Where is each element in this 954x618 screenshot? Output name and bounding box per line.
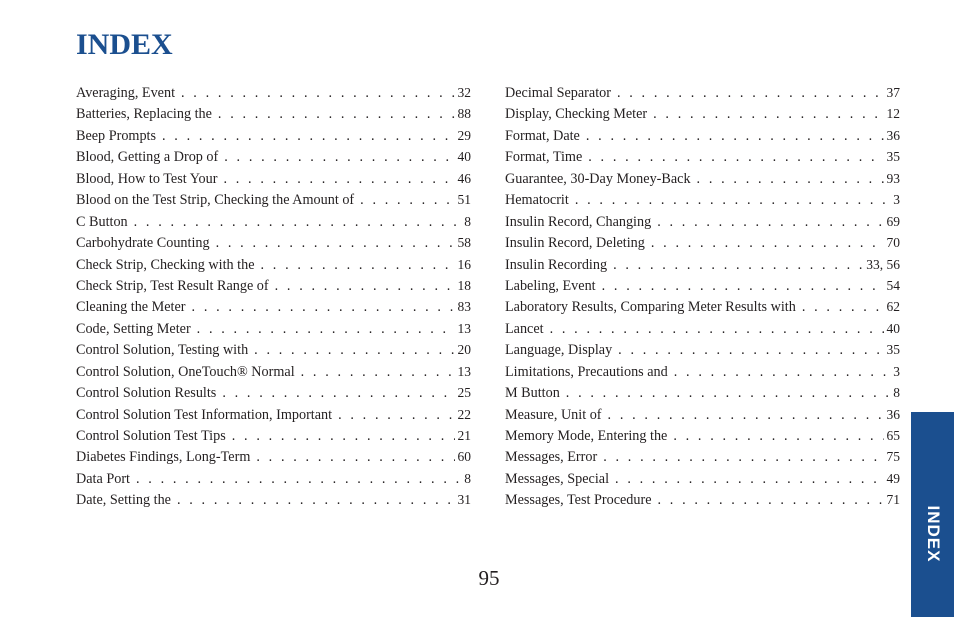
index-entry-term: Date, Setting the bbox=[76, 492, 171, 509]
index-entry-page: 20 bbox=[457, 342, 471, 358]
index-entry-term: Format, Time bbox=[505, 149, 583, 166]
index-entry-page: 70 bbox=[886, 235, 900, 251]
index-entry-term: Check Strip, Test Result Range of bbox=[76, 277, 269, 294]
index-entry-term: Check Strip, Checking with the bbox=[76, 256, 255, 273]
index-entry bbox=[76, 382, 471, 403]
index-entry-page: 32 bbox=[457, 85, 471, 100]
dot-leader bbox=[338, 405, 454, 425]
index-entry-page: 36 bbox=[886, 127, 900, 143]
index-entry-term: Messages, Special bbox=[505, 470, 610, 487]
index-entry bbox=[505, 468, 900, 489]
dot-leader bbox=[653, 104, 883, 124]
index-entry-page: 54 bbox=[886, 277, 900, 293]
index-entry-page: 46 bbox=[457, 170, 471, 186]
index-entry-term: Format, Date bbox=[505, 127, 580, 144]
index-entry-term: Messages, Error bbox=[505, 449, 598, 466]
dot-leader bbox=[697, 169, 884, 189]
section-side-tab[interactable] bbox=[911, 412, 954, 617]
index-entry bbox=[505, 296, 900, 317]
index-entry bbox=[505, 82, 900, 103]
dot-leader bbox=[674, 362, 891, 382]
index-entry-page: 75 bbox=[886, 449, 900, 465]
dot-leader bbox=[223, 169, 454, 189]
index-entry-term: Memory Mode, Entering the bbox=[505, 428, 668, 444]
index-entry bbox=[76, 125, 471, 146]
index-entry bbox=[76, 211, 471, 232]
index-entry-term: Code, Setting Meter bbox=[76, 320, 191, 337]
index-entry-term: Decimal Separator bbox=[505, 85, 611, 101]
index-entry-page: 21 bbox=[457, 428, 471, 443]
index-entry-page: 60 bbox=[457, 449, 471, 465]
dot-leader bbox=[218, 104, 455, 124]
dot-leader bbox=[802, 297, 884, 317]
index-entry-page: 16 bbox=[457, 256, 471, 272]
dot-leader bbox=[603, 447, 883, 467]
index-entry bbox=[505, 211, 900, 232]
index-entry-term: Messages, Test Procedure bbox=[505, 492, 652, 509]
index-entry-page: 36 bbox=[886, 406, 900, 422]
index-entry bbox=[505, 404, 900, 425]
index-entry-term: M Button bbox=[505, 385, 560, 402]
index-entry-term: Carbohydrate Counting bbox=[76, 235, 210, 252]
index-entry-term: Diabetes Findings, Long-Term bbox=[76, 449, 251, 466]
dot-leader bbox=[613, 255, 863, 275]
dot-leader bbox=[615, 469, 883, 489]
index-entry-term: Insulin Record, Deleting bbox=[505, 235, 645, 252]
index-entry-term: Guarantee, 30-Day Money-Back bbox=[505, 170, 691, 187]
index-entry bbox=[505, 489, 900, 510]
dot-leader bbox=[658, 490, 884, 510]
dot-leader bbox=[254, 340, 454, 360]
index-entry-page: 13 bbox=[457, 363, 471, 379]
dot-leader bbox=[275, 276, 455, 296]
dot-leader bbox=[588, 147, 883, 167]
index-entry-page: 51 bbox=[457, 192, 471, 208]
index-entry-page: 33, 56 bbox=[866, 256, 900, 272]
index-entry-page: 3 bbox=[893, 363, 900, 379]
dot-leader bbox=[222, 383, 454, 403]
index-entry-page: 31 bbox=[457, 492, 471, 508]
dot-leader bbox=[177, 490, 455, 510]
dot-leader bbox=[651, 233, 884, 253]
index-entry-page: 18 bbox=[457, 277, 471, 293]
index-entry-page: 25 bbox=[457, 385, 471, 401]
index-entry-term: Cleaning the Meter bbox=[76, 299, 186, 316]
index-entry-page: 35 bbox=[886, 149, 900, 165]
index-entry bbox=[76, 468, 471, 489]
index-entry-term: Insulin Record, Changing bbox=[505, 213, 652, 230]
dot-leader bbox=[657, 212, 883, 232]
index-entry-term: Language, Display bbox=[505, 342, 613, 359]
index-entry bbox=[505, 103, 900, 124]
dot-leader bbox=[617, 83, 884, 103]
index-entry-term: Display, Checking Meter bbox=[505, 106, 648, 123]
index-entry-page: 58 bbox=[457, 235, 471, 251]
dot-leader bbox=[301, 362, 455, 382]
index-entry bbox=[76, 404, 471, 425]
index-entry bbox=[505, 146, 900, 167]
dot-leader bbox=[602, 276, 884, 296]
index-entry-term: Control Solution Test Information, Important bbox=[76, 406, 333, 423]
index-entry bbox=[76, 146, 471, 167]
index-entry-page: 22 bbox=[457, 406, 471, 422]
index-entry bbox=[76, 489, 471, 510]
index-entry bbox=[505, 168, 900, 189]
index-entry bbox=[505, 275, 900, 296]
dot-leader bbox=[586, 126, 884, 146]
dot-leader bbox=[261, 255, 455, 275]
side-tab-label: INDEX bbox=[923, 505, 943, 563]
index-entry-page: 40 bbox=[457, 149, 471, 165]
dot-leader bbox=[608, 405, 884, 425]
index-entry bbox=[505, 361, 900, 382]
dot-leader bbox=[192, 297, 455, 317]
index-entry-term: Limitations, Precautions and bbox=[505, 363, 668, 380]
index-entry bbox=[76, 189, 471, 210]
index-entry-page: 29 bbox=[457, 127, 471, 143]
index-entry bbox=[76, 103, 471, 124]
dot-leader bbox=[197, 319, 455, 339]
index-entry-term: Averaging, Event bbox=[76, 85, 176, 101]
index-entry bbox=[505, 425, 900, 446]
dot-leader bbox=[224, 147, 454, 167]
index-entry-page: 8 bbox=[464, 470, 471, 486]
dot-leader bbox=[360, 190, 454, 210]
index-entry-term: Lancet bbox=[505, 320, 544, 337]
index-entry-term: Data Port bbox=[76, 470, 130, 487]
dot-leader bbox=[216, 233, 455, 253]
index-entry-page: 13 bbox=[457, 320, 471, 336]
index-entry bbox=[76, 232, 471, 253]
index-entry bbox=[76, 339, 471, 360]
dot-leader bbox=[618, 340, 883, 360]
index-entry-page: 83 bbox=[457, 299, 471, 315]
index-entry-term: Beep Prompts bbox=[76, 127, 156, 144]
index-entry-page: 40 bbox=[886, 320, 900, 336]
dot-leader bbox=[256, 447, 454, 467]
index-entry-term: Control Solution, OneTouch® Normal bbox=[76, 363, 295, 380]
index-entry-term: Blood on the Test Strip, Checking the Amount of bbox=[76, 192, 355, 209]
index-entry-page: 3 bbox=[893, 192, 900, 208]
index-entry bbox=[505, 339, 900, 360]
index-entry-page: 93 bbox=[886, 170, 900, 186]
index-entry-page: 37 bbox=[886, 85, 900, 100]
index-entry-page: 69 bbox=[886, 213, 900, 229]
index-entry-term: C Button bbox=[76, 213, 128, 230]
index-entry bbox=[76, 318, 471, 339]
index-entry-term: Hematocrit bbox=[505, 192, 569, 209]
index-entry-term: Insulin Recording bbox=[505, 256, 608, 273]
page-number: 95 bbox=[478, 566, 500, 590]
index-entry-term: Blood, Getting a Drop of bbox=[76, 149, 219, 166]
index-entry-term: Control Solution Test Tips bbox=[76, 428, 226, 444]
index-entry bbox=[76, 296, 471, 317]
index-entry-page: 12 bbox=[886, 106, 900, 122]
index-entry-page: 8 bbox=[464, 213, 471, 229]
index-entry-term: Labeling, Event bbox=[505, 277, 596, 294]
index-entry-page: 8 bbox=[893, 385, 900, 401]
index-column-left bbox=[76, 82, 471, 511]
index-entry-term: Control Solution Results bbox=[76, 385, 217, 402]
page-title: INDEX bbox=[76, 28, 173, 61]
index-entry-page: 88 bbox=[457, 106, 471, 122]
dot-leader bbox=[550, 319, 884, 339]
dot-leader bbox=[673, 426, 883, 446]
index-column-right bbox=[505, 82, 900, 511]
index-entry bbox=[76, 361, 471, 382]
index-entry bbox=[505, 232, 900, 253]
dot-leader bbox=[575, 190, 890, 210]
dot-leader bbox=[232, 426, 455, 446]
index-entry-term: Laboratory Results, Comparing Meter Results with bbox=[505, 299, 796, 316]
dot-leader bbox=[162, 126, 455, 146]
index-entry bbox=[505, 125, 900, 146]
index-entry bbox=[76, 82, 471, 103]
index-entry-term: Measure, Unit of bbox=[505, 406, 602, 423]
index-entry bbox=[505, 254, 900, 275]
index-entry bbox=[76, 275, 471, 296]
index-entry-page: 35 bbox=[886, 342, 900, 358]
dot-leader bbox=[134, 212, 462, 232]
index-entry-term: Blood, How to Test Your bbox=[76, 170, 218, 187]
index-entry-term: Batteries, Replacing the bbox=[76, 106, 212, 123]
index-entry-page: 62 bbox=[886, 299, 900, 315]
index-entry bbox=[76, 168, 471, 189]
index-entry-page: 49 bbox=[886, 470, 900, 486]
dot-leader bbox=[136, 469, 461, 489]
index-entry-term: Control Solution, Testing with bbox=[76, 342, 249, 359]
index-entry bbox=[76, 425, 471, 446]
index-entry bbox=[505, 189, 900, 210]
dot-leader bbox=[566, 383, 890, 403]
index-entry bbox=[76, 254, 471, 275]
index-entry bbox=[505, 446, 900, 467]
index-entry-page: 65 bbox=[886, 428, 900, 443]
index-entry-page: 71 bbox=[886, 492, 900, 508]
index-entry bbox=[505, 318, 900, 339]
dot-leader bbox=[181, 83, 454, 103]
index-entry bbox=[76, 446, 471, 467]
index-entry bbox=[505, 382, 900, 403]
